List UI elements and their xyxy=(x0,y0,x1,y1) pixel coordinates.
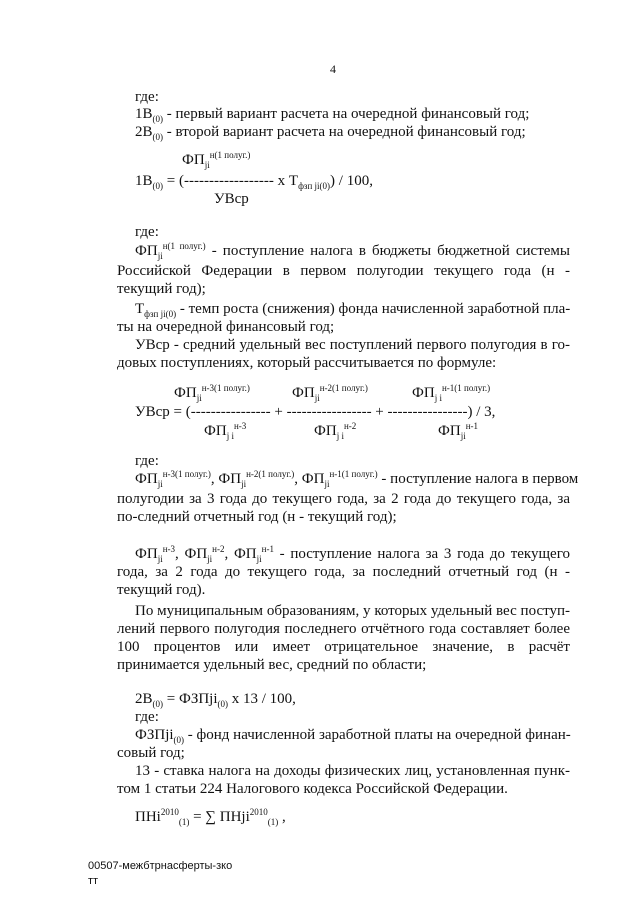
formula2-den-sup-2: н-2 xyxy=(343,421,357,431)
t-definition-rest: ты на очередной финансовый год; xyxy=(117,319,335,335)
formula4 xyxy=(135,808,286,826)
fzp-text-first: - фонд начисленной заработной платы на очередной финан- xyxy=(184,727,571,743)
municipal-paragraph-rest: лений первого полугодия последнего отчётного года составляет более 100 процентов или имеет отрицательное значение, в расчёт принимается удельный вес, средний по области; xyxy=(117,621,570,673)
formula2-fp-1: ФП xyxy=(174,385,197,401)
formula1-main xyxy=(135,172,373,190)
formula2-sub-3: j i xyxy=(434,393,442,403)
fp-symbol: ФП xyxy=(135,243,158,259)
variant-2-symbol: 2В xyxy=(135,124,153,140)
d2-sub-b: ji xyxy=(241,479,247,489)
where-label-2: где: xyxy=(135,224,159,240)
variant-1-line xyxy=(135,105,529,123)
formula2-den-1 xyxy=(204,422,246,440)
t-sub: фзп ji(0) xyxy=(144,309,177,319)
d2-sup-f: н-1 xyxy=(261,544,274,554)
formula4-sub: (1) xyxy=(178,817,190,827)
formula2-den-fp-2: ФП xyxy=(314,423,337,439)
rate-definition-first: 13 - ставка налога на доходы физических лиц, установленная пунк- xyxy=(135,763,570,779)
formula1-times: х Т xyxy=(273,173,299,189)
formula1-eq: = ( xyxy=(163,173,184,189)
fp-definition-rest: Российской Федерации в первом полугодии текущего года (н - текущий год); xyxy=(117,263,570,297)
where-label-3: где: xyxy=(135,453,159,469)
d2-sup-c: н-1(1 полуг.) xyxy=(329,469,378,479)
fp-year-definition-first xyxy=(135,545,570,563)
formula2-fp-2: ФП xyxy=(292,385,315,401)
d2-text-first: - поступление налога в первом xyxy=(377,471,579,487)
formula1-num-sup: н(1 полуг.) xyxy=(209,150,251,160)
formula2-bar-3: ----------------) / 3, xyxy=(387,404,496,420)
d2-fp-b: ФП xyxy=(218,471,242,487)
formula2-sup-1: н-3(1 полуг.) xyxy=(201,383,250,393)
d2-comma-e: , xyxy=(224,546,234,562)
formula3-main xyxy=(135,690,296,708)
fp-sub: ji xyxy=(157,251,163,261)
page-number: 4 xyxy=(330,62,336,76)
d2-sup-a: н-3(1 полуг.) xyxy=(162,469,211,479)
d2-sub-c: ji xyxy=(324,479,330,489)
formula4-lhs: ПНi xyxy=(135,809,161,825)
formula3-lhs: 2В xyxy=(135,691,153,707)
d2-sup-e: н-2 xyxy=(212,544,225,554)
fzp-definition-rest: совый год; xyxy=(117,745,185,761)
formula1-denominator: УВср xyxy=(214,191,249,207)
formula2-den-sub-2: j i xyxy=(336,431,344,441)
fp-sup: н(1 полуг.) xyxy=(162,241,206,251)
fzp-sub: (0) xyxy=(173,735,185,745)
formula2-sub-2: ji xyxy=(314,393,320,403)
fp-definition-first xyxy=(135,242,570,260)
formula2-bar-1: ---------------- + xyxy=(190,404,283,420)
formula2-fp-3: ФП xyxy=(412,385,435,401)
formula4-sup: 2010 xyxy=(160,807,179,817)
where-label-4: где: xyxy=(135,709,159,725)
d2-sub-f: ji xyxy=(256,554,262,564)
formula1-t-sub: фзп ji(0) xyxy=(298,181,331,191)
variant-2-text: - второй вариант расчета на очередной финансовый год; xyxy=(163,124,526,140)
uv-definition-first: УВср - средний удельный вес поступлений первого полугодия в го- xyxy=(135,337,570,353)
fp-halfyear-definition-first xyxy=(135,469,579,489)
d2-sub-d: ji xyxy=(157,554,163,564)
fp-text-first: - поступление налога в бюджеты бюджетной системы xyxy=(205,243,570,259)
formula3-tail: х 13 / 100, xyxy=(228,691,296,707)
variant-2-line xyxy=(135,123,526,141)
formula4-eq: = ∑ ПНji xyxy=(189,809,250,825)
variant-1-sub: (0) xyxy=(152,114,164,124)
d2-fp-e: ФП xyxy=(184,546,208,562)
formula2-sup-2: н-2(1 полуг.) xyxy=(319,383,368,393)
d2-fp-f: ФП xyxy=(233,546,257,562)
d2-sub-a: ji xyxy=(157,479,163,489)
formula1-num-sub: ji xyxy=(204,160,210,170)
d2-sub-e: ji xyxy=(207,554,213,564)
formula2-num-2 xyxy=(292,384,368,402)
formula4-sub2: (1) xyxy=(267,817,279,827)
formula2-den-sub-3: ji xyxy=(460,431,466,441)
fzp-symbol: ФЗПji xyxy=(135,727,174,743)
formula2-main xyxy=(135,403,495,421)
formula2-num-1 xyxy=(174,384,250,402)
formula2-bar-2: ----------------- + xyxy=(286,404,384,420)
formula3-mid-sub: (0) xyxy=(217,699,229,709)
formula3-lhs-sub: (0) xyxy=(152,699,164,709)
variant-1-text: - первый вариант расчета на очередной финансовый год; xyxy=(163,106,530,122)
formula2-den-sup-1: н-3 xyxy=(233,421,247,431)
formula2-lhs: УВср = ( xyxy=(135,404,191,420)
formula2-den-fp-1: ФП xyxy=(204,423,227,439)
fzp-definition-first xyxy=(135,726,570,744)
t-definition-first xyxy=(135,300,570,318)
uv-definition-rest: довых поступлениях, который рассчитывается по формуле: xyxy=(117,355,497,371)
d2-fp-d: ФП xyxy=(135,546,158,562)
formula4-sup2: 2010 xyxy=(249,807,268,817)
formula2-den-sub-1: j i xyxy=(226,431,234,441)
formula2-den-2 xyxy=(314,422,356,440)
d2-fp-a: ФП xyxy=(135,471,158,487)
footer-filename: 00507-межбтрнасферты-зко xyxy=(88,860,233,872)
rate-definition-rest: том 1 статьи 224 Налогового кодекса Российской Федерации. xyxy=(117,781,508,797)
formula1-lhs-sub: (0) xyxy=(152,181,164,191)
formula1-tail: ) / 100, xyxy=(330,173,373,189)
formula1-lhs: 1В xyxy=(135,173,153,189)
variant-1-symbol: 1В xyxy=(135,106,153,122)
d2-comma-b: , xyxy=(294,471,302,487)
formula2-den-sup-3: н-1 xyxy=(465,421,479,431)
formula1-num-symbol: ФП xyxy=(182,152,205,168)
d2-text2-first: - поступление налога за 3 года до текущего xyxy=(273,546,570,562)
t-symbol: Т xyxy=(135,301,145,317)
variant-2-sub: (0) xyxy=(152,132,164,142)
formula2-den-3 xyxy=(438,422,478,440)
fp-halfyear-definition-rest: полугодии за 3 года до текущего года, за 2 года до текущего года, за по-следний отчетный год (н - текущий год); xyxy=(117,491,570,525)
formula1-fraction-bar: ------------------ xyxy=(183,173,274,189)
formula2-den-fp-3: ФП xyxy=(438,423,461,439)
formula4-tail: , xyxy=(278,809,286,825)
where-label: где: xyxy=(135,89,159,105)
formula2-sup-3: н-1(1 полуг.) xyxy=(441,383,491,393)
d2-fp-c: ФП xyxy=(301,471,325,487)
d2-sup-b: н-2(1 полуг.) xyxy=(246,469,295,479)
t-text-first: - темп роста (снижения) фонда начисленной заработной пла- xyxy=(176,301,571,317)
footer-initials: тт xyxy=(88,875,99,887)
fp-year-definition-rest: года, за 2 года до текущего года, за последний отчетный год (н - текущий год). xyxy=(117,564,570,598)
formula2-num-3 xyxy=(412,384,490,402)
municipal-paragraph-first: По муниципальным образованиям, у которых удельный вес поступ- xyxy=(135,603,570,619)
d2-sup-d: н-3 xyxy=(162,544,176,554)
d2-comma-d: , xyxy=(175,546,185,562)
formula1-numerator xyxy=(182,151,250,169)
d2-comma-a: , xyxy=(210,471,219,487)
formula2-sub-1: ji xyxy=(196,393,202,403)
formula3-mid: = ФЗПji xyxy=(163,691,218,707)
